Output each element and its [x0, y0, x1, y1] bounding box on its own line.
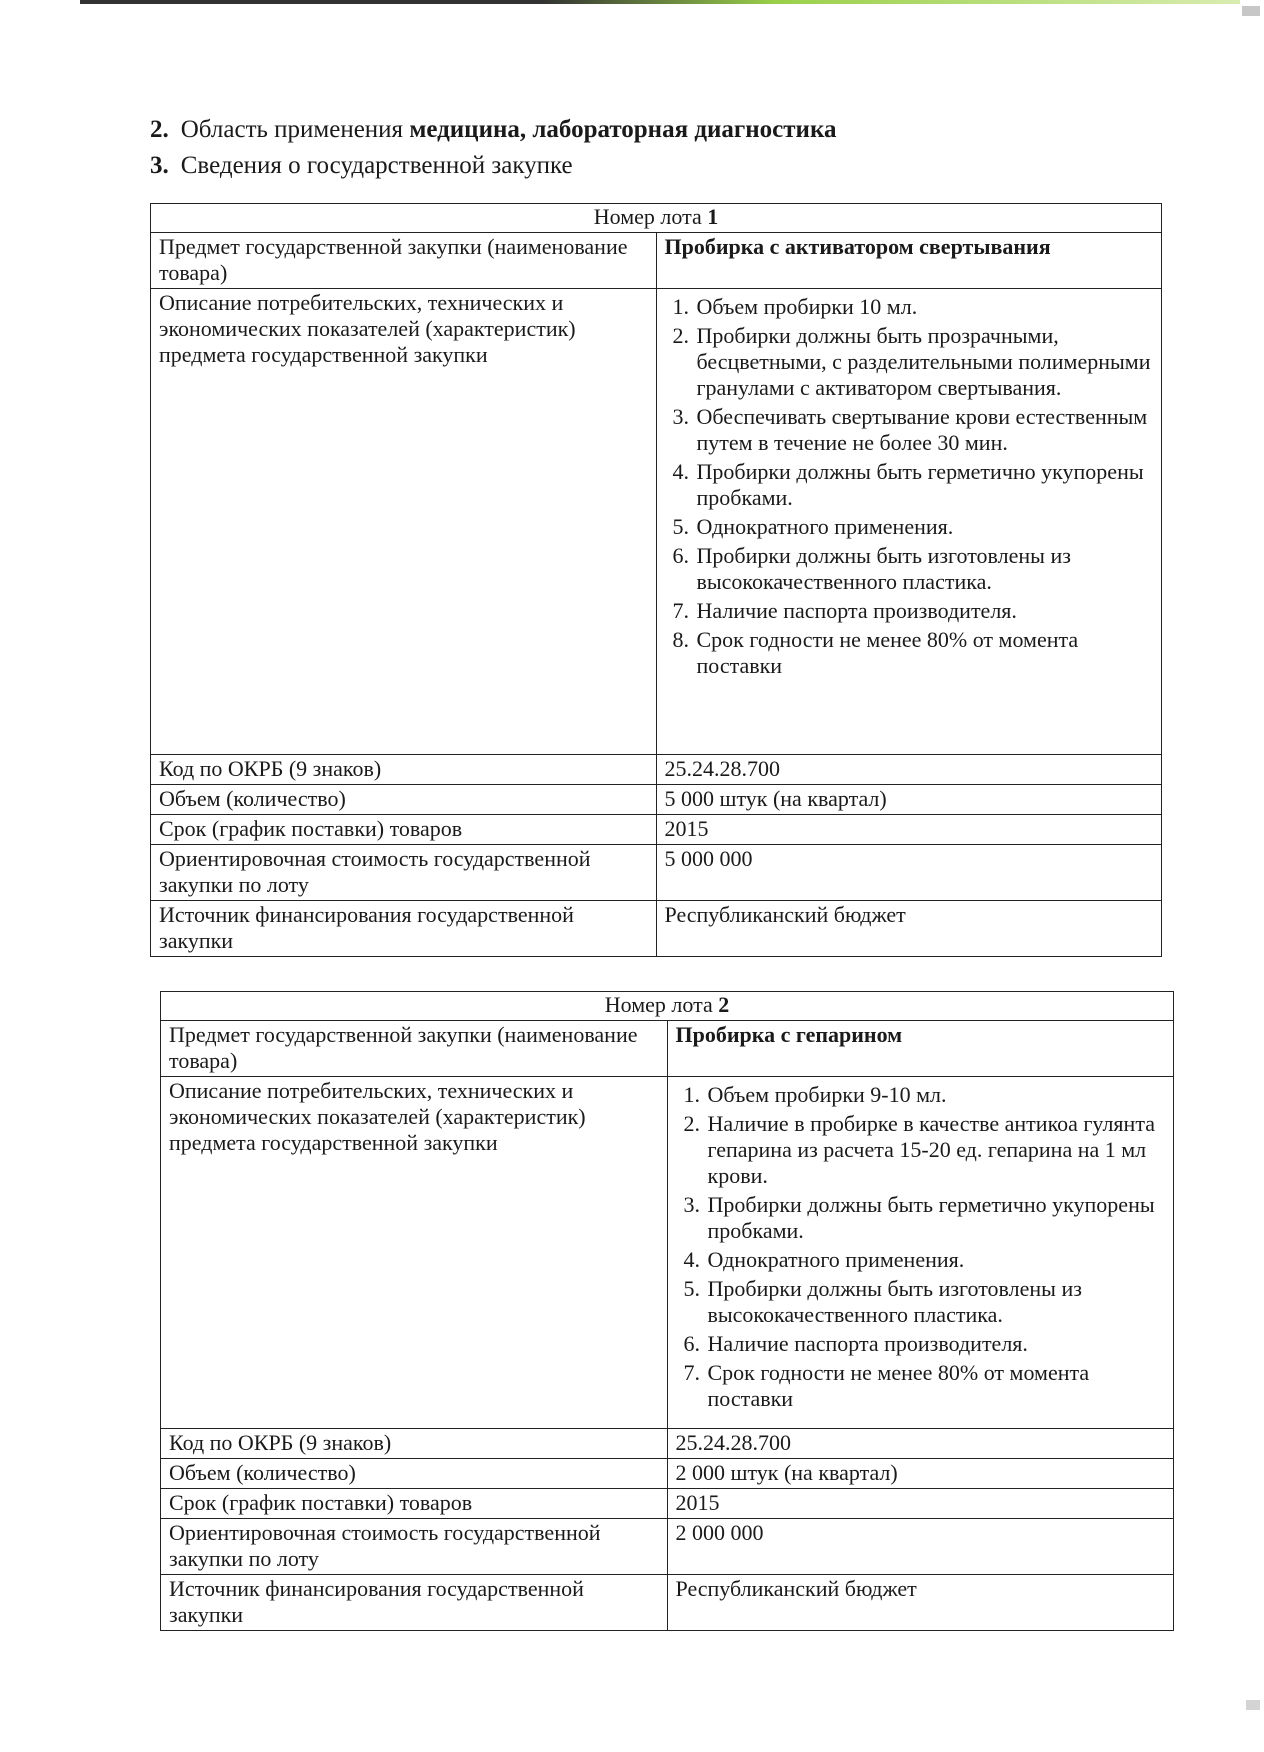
volume-value: 2 000 штук (на квартал) [667, 1459, 1174, 1489]
lot-number-header [151, 204, 1162, 233]
description-item: 1. Объем пробирки 9-10 мл. [706, 1082, 1166, 1108]
description-item: 7. Срок годности не менее 80% от момента поставки [706, 1360, 1166, 1412]
section-text: Область применения [180, 116, 410, 143]
description-item: 5. Однократного применения. [695, 514, 1154, 540]
scan-edge-mark [1246, 1700, 1260, 1710]
section-3-heading [150, 152, 573, 180]
description-item: 2. Пробирки должны быть прозрачными, бесцветными, с разделительными полимерными гранулами с активатором свертывания. [695, 323, 1154, 401]
source-value: Республиканский бюджет [667, 1575, 1174, 1631]
description-list [665, 294, 1154, 679]
source-label: Источник финансирования государственной закупки [161, 1575, 668, 1631]
description-label: Описание потребительских, технических и экономических показателей (характеристик) предмета государственной закупки [161, 1077, 668, 1429]
scan-edge-mark [1242, 6, 1260, 16]
description-item: 7. Наличие паспорта производителя. [695, 598, 1154, 624]
cost-value: 2 000 000 [667, 1519, 1174, 1575]
description-label: Описание потребительских, технических и экономических показателей (характеристик) предмета государственной закупки [151, 289, 657, 755]
volume-label: Объем (количество) [161, 1459, 668, 1489]
subject-value [667, 1021, 1174, 1077]
cost-label: Ориентировочная стоимость государственной закупки по лоту [151, 845, 657, 901]
item-name: Пробирка с гепарином [675, 1022, 903, 1047]
description-item: 8. Срок годности не менее 80% от момента поставки [695, 627, 1154, 679]
volume-value: 5 000 штук (на квартал) [656, 785, 1162, 815]
lot-number-label: Номер лота [604, 992, 719, 1017]
term-value: 2015 [656, 815, 1162, 845]
cost-value: 5 000 000 [656, 845, 1162, 901]
description-item: 4. Однократного применения. [706, 1247, 1166, 1273]
description-item: 4. Пробирки должны быть герметично укупорены пробками. [695, 459, 1154, 511]
scan-top-edge [80, 0, 1240, 4]
okrb-label: Код по ОКРБ (9 знаков) [161, 1429, 668, 1459]
term-value: 2015 [667, 1489, 1174, 1519]
section-text: Сведения о государственной закупке [180, 152, 573, 179]
section-bold-text: медицина, лабораторная диагностика [409, 116, 837, 143]
description-item: 6. Наличие паспорта производителя. [706, 1331, 1166, 1357]
item-name: Пробирка с активатором свертывания [664, 234, 1051, 259]
description-item: 6. Пробирки должны быть изготовлены из высококачественного пластика. [695, 543, 1154, 595]
lot-1-table [150, 203, 1162, 957]
section-number: 2. [150, 116, 169, 143]
description-item: 2. Наличие в пробирке в качестве антикоа гулянта гепарина из расчета 15-20 ед. гепарина на 1 мл крови. [706, 1111, 1166, 1189]
term-label: Срок (график поставки) товаров [151, 815, 657, 845]
description-value [656, 289, 1162, 755]
subject-value [656, 233, 1162, 289]
okrb-value: 25.24.28.700 [667, 1429, 1174, 1459]
lot-number: 1 [707, 204, 719, 229]
okrb-label: Код по ОКРБ (9 знаков) [151, 755, 657, 785]
lot-number-header [161, 992, 1174, 1021]
subject-label: Предмет государственной закупки (наименование товара) [161, 1021, 668, 1077]
source-value: Республиканский бюджет [656, 901, 1162, 957]
cost-label: Ориентировочная стоимость государственной закупки по лоту [161, 1519, 668, 1575]
description-item: 1. Объем пробирки 10 мл. [695, 294, 1154, 320]
description-item: 5. Пробирки должны быть изготовлены из высококачественного пластика. [706, 1276, 1166, 1328]
section-number: 3. [150, 152, 169, 179]
lot-number-label: Номер лота [593, 204, 708, 229]
source-label: Источник финансирования государственной закупки [151, 901, 657, 957]
description-item: 3. Обеспечивать свертывание крови естественным путем в течение не более 30 мин. [695, 404, 1154, 456]
okrb-value: 25.24.28.700 [656, 755, 1162, 785]
section-2-heading [150, 116, 836, 144]
subject-label: Предмет государственной закупки (наименование товара) [151, 233, 657, 289]
volume-label: Объем (количество) [151, 785, 657, 815]
description-list [676, 1082, 1166, 1412]
lot-2-table [160, 991, 1174, 1631]
description-item: 3. Пробирки должны быть герметично укупорены пробками. [706, 1192, 1166, 1244]
term-label: Срок (график поставки) товаров [161, 1489, 668, 1519]
description-value [667, 1077, 1174, 1429]
lot-number: 2 [718, 992, 730, 1017]
